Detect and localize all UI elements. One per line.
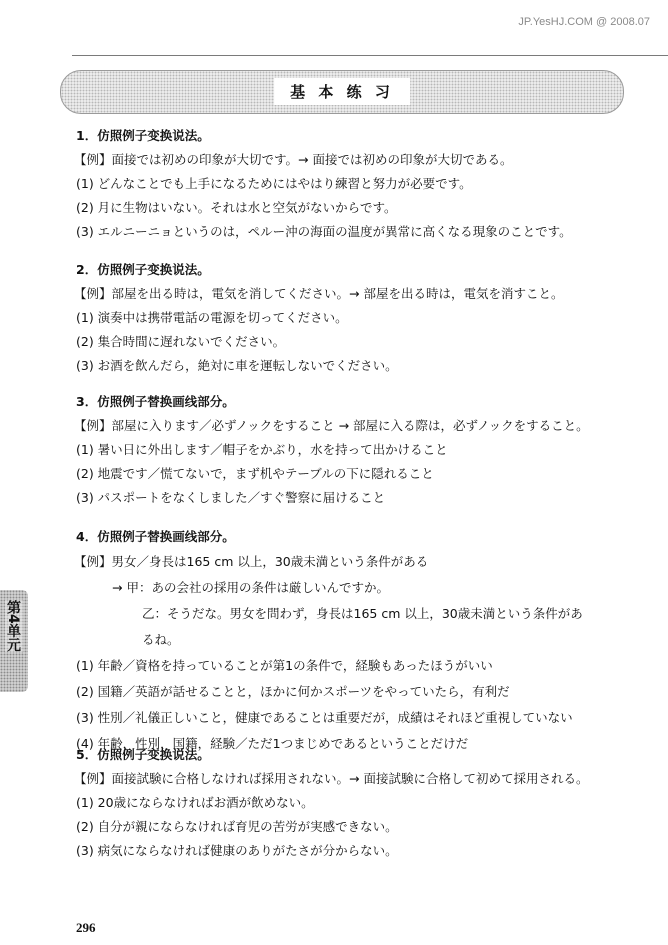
exercise-item: (1) どんなことでも上手になるためにはやはり練習と努力が必要です。 bbox=[76, 176, 472, 191]
section-banner bbox=[60, 70, 624, 114]
exercise-item: (2) 月に生物はいない。それは水と空気がないからです。 bbox=[76, 200, 397, 215]
exercise-item: (3) 病気にならなければ健康のありがたさが分からない。 bbox=[76, 843, 398, 858]
dialogue-line: → 甲：あの会社の採用の条件は厳しいんですか。 bbox=[112, 580, 389, 595]
exercise-heading: 4．仿照例子替换画线部分。 bbox=[76, 529, 235, 544]
exercise-item: (1) 20歳にならなければお酒が飲めない。 bbox=[76, 795, 314, 810]
unit-tab-label: 第4单元 bbox=[5, 600, 21, 652]
example-line: 【例】男女／身長は165 cm 以上，30歳未満という条件がある bbox=[74, 554, 429, 569]
exercise-4 bbox=[76, 525, 648, 757]
header-rule bbox=[72, 55, 668, 56]
exercise-heading: 5．仿照例子变换说法。 bbox=[76, 747, 210, 762]
exercise-2 bbox=[76, 258, 648, 378]
page-title: 基 本 练 习 bbox=[274, 78, 410, 105]
exercise-item: (1) 演奏中は携帯電話の電源を切ってください。 bbox=[76, 310, 348, 325]
exercise-item: (2) 集合時間に遅れないでください。 bbox=[76, 334, 286, 349]
unit-tab bbox=[0, 590, 28, 692]
example-line: 【例】部屋に入ります／必ずノックをすること → 部屋に入る際は，必ずノックをすること。 bbox=[74, 418, 589, 433]
example-line: 【例】面接では初めの印象が大切です。→ 面接では初めの印象が大切である。 bbox=[74, 152, 513, 167]
exercise-item: (2) 自分が親にならなければ育児の苦労が実感できない。 bbox=[76, 819, 398, 834]
exercise-heading: 3．仿照例子替换画线部分。 bbox=[76, 394, 235, 409]
exercise-item: (2) 地震です／慌てないで，まず机やテーブルの下に隠れること bbox=[76, 466, 434, 481]
dialogue-line: るね。 bbox=[142, 632, 180, 647]
exercise-5 bbox=[76, 743, 648, 863]
exercise-item: (4) 年齢，性別，国籍，経験／ただ1つまじめであるということだけだ bbox=[76, 736, 469, 751]
exercise-item: (3) パスポートをなくしました／すぐ警察に届けること bbox=[76, 490, 386, 505]
exercise-3 bbox=[76, 390, 648, 510]
exercise-item: (3) 性別／礼儀正しいこと，健康であることは重要だが，成績はそれほど重視していない bbox=[76, 710, 573, 725]
example-line: 【例】面接試験に合格しなければ採用されない。→ 面接試験に合格して初めて採用される。 bbox=[74, 771, 589, 786]
exercise-item: (1) 暑い日に外出します／帽子をかぶり，水を持って出かけること bbox=[76, 442, 448, 457]
exercise-heading: 2．仿照例子变换说法。 bbox=[76, 262, 210, 277]
exercise-item: (3) エルニーニョというのは，ペルー沖の海面の温度が異常に高くなる現象のことです。 bbox=[76, 224, 572, 239]
watermark: JP.YesHJ.COM @ 2008.07 bbox=[518, 16, 650, 28]
exercise-item: (1) 年齢／資格を持っていることが第1の条件で，経験もあったほうがいい bbox=[76, 658, 493, 673]
exercise-item: (2) 国籍／英語が話せることと，ほかに何かスポーツをやっていたら，有利だ bbox=[76, 684, 510, 699]
example-line: 【例】部屋を出る時は，電気を消してください。→ 部屋を出る時は，電気を消すこと。 bbox=[74, 286, 564, 301]
exercise-item: (3) お酒を飲んだら，絶対に車を運転しないでください。 bbox=[76, 358, 398, 373]
page-number: 296 bbox=[76, 920, 96, 935]
dialogue-line: 乙：そうだな。男女を問わず，身長は165 cm 以上，30歳未満という条件があ bbox=[142, 606, 583, 621]
exercise-heading: 1．仿照例子变换说法。 bbox=[76, 128, 210, 143]
exercise-1 bbox=[76, 124, 648, 244]
